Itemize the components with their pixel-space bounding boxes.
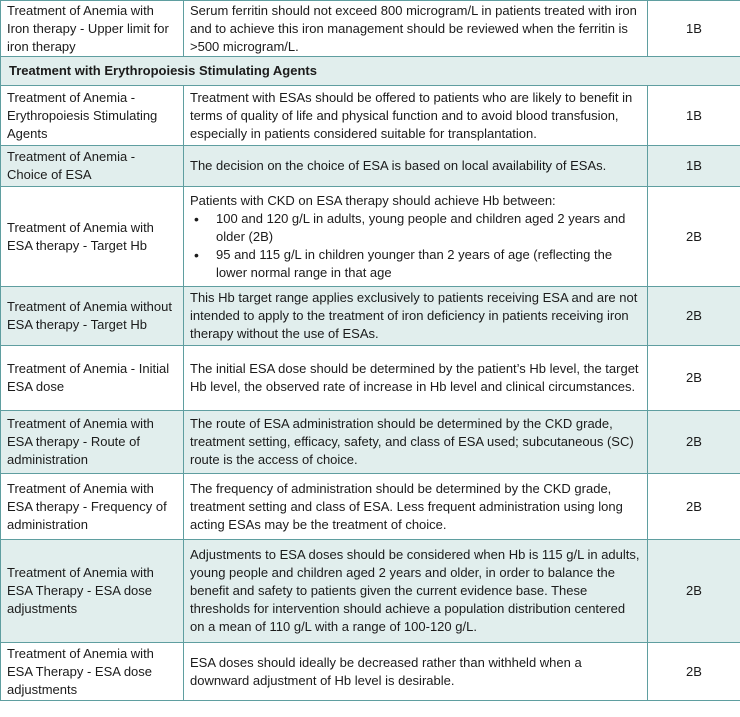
table-row [1,411,740,474]
table-row [1,346,740,411]
topic-cell: Treatment of Anemia - Choice of ESA [1,146,184,187]
grade-cell: 2B [648,643,740,701]
recommendation-cell: The frequency of administration should be determined by the CKD grade, treatment setting and class of ESA. Less frequent administration using long acting ESAs may be the treatment of choice. [184,474,648,540]
table-row [1,643,740,701]
recommendation-intro: Patients with CKD on ESA therapy should achieve Hb between: [190,192,556,208]
table-row [1,86,740,146]
recommendation-cell: The route of ESA administration should be determined by the CKD grade, treatment setting, efficacy, safety, and class of ESA used; subcutaneous (SC) route is the access of choice. [184,411,648,474]
topic-cell: Treatment of Anemia - Erythropoiesis Stimulating Agents [1,86,184,146]
table-row [1,1,740,57]
topic-cell: Treatment of Anemia with ESA Therapy - ESA dose adjustments [1,643,184,701]
table-row [1,287,740,346]
table-row [1,187,740,287]
topic-cell: Treatment of Anemia with ESA therapy - Target Hb [1,187,184,287]
grade-cell: 2B [648,411,740,474]
recommendation-cell [184,187,648,287]
topic-cell: Treatment of Anemia with ESA therapy - Frequency of administration [1,474,184,540]
topic-cell: Treatment of Anemia - Initial ESA dose [1,346,184,411]
list-item: • 95 and 115 g/L in children younger than 2 years of age (reflecting the lower normal range in that age [216,246,641,282]
recommendation-cell: The decision on the choice of ESA is based on local availability of ESAs. [184,146,648,187]
recommendation-cell: Treatment with ESAs should be offered to patients who are likely to benefit in terms of quality of life and physical function and to avoid blood transfusion, especially in patients considered suitable for transplantation. [184,86,648,146]
recommendation-cell: ESA doses should ideally be decreased rather than withheld when a downward adjustment of Hb level is desirable. [184,643,648,701]
grade-cell: 2B [648,474,740,540]
recommendation-cell: Adjustments to ESA doses should be considered when Hb is 115 g/L in adults, young people and children aged 2 years and older, in order to balance the benefit and safety to patients given the current evidence base. These thresholds for intervention should achieve a population distribution centered on a mean of 110 g/L with a range of 100-120 g/L. [184,540,648,643]
topic-cell: Treatment of Anemia with ESA Therapy - ESA dose adjustments [1,540,184,643]
table-row [1,540,740,643]
section-header-row [1,57,740,86]
grade-cell: 2B [648,346,740,411]
list-item: • 100 and 120 g/L in adults, young people and children aged 2 years and older (2B) [216,210,641,246]
recommendation-cell: The initial ESA dose should be determined by the patient’s Hb level, the target Hb level, the observed rate of increase in Hb level and clinical circumstances. [184,346,648,411]
recommendation-cell: This Hb target range applies exclusively to patients receiving ESA and are not intended to apply to the treatment of iron deficiency in patients receiving iron therapy without the use of ESAs. [184,287,648,346]
grade-cell: 1B [648,146,740,187]
grade-cell: 2B [648,287,740,346]
bullet-list [190,210,641,282]
grade-cell: 2B [648,540,740,643]
grade-cell: 2B [648,187,740,287]
grade-cell: 1B [648,1,740,57]
topic-cell: Treatment of Anemia without ESA therapy - Target Hb [1,287,184,346]
topic-cell: Treatment of Anemia with Iron therapy - Upper limit for iron therapy [1,1,184,57]
table-row [1,474,740,540]
section-header: Treatment with Erythropoiesis Stimulating Agents [1,57,740,86]
table-row [1,146,740,187]
topic-cell: Treatment of Anemia with ESA therapy - Route of administration [1,411,184,474]
recommendation-cell: Serum ferritin should not exceed 800 microgram/L in patients treated with iron and to achieve this iron management should be reviewed when the ferritin is >500 microgram/L. [184,1,648,57]
grade-cell: 1B [648,86,740,146]
